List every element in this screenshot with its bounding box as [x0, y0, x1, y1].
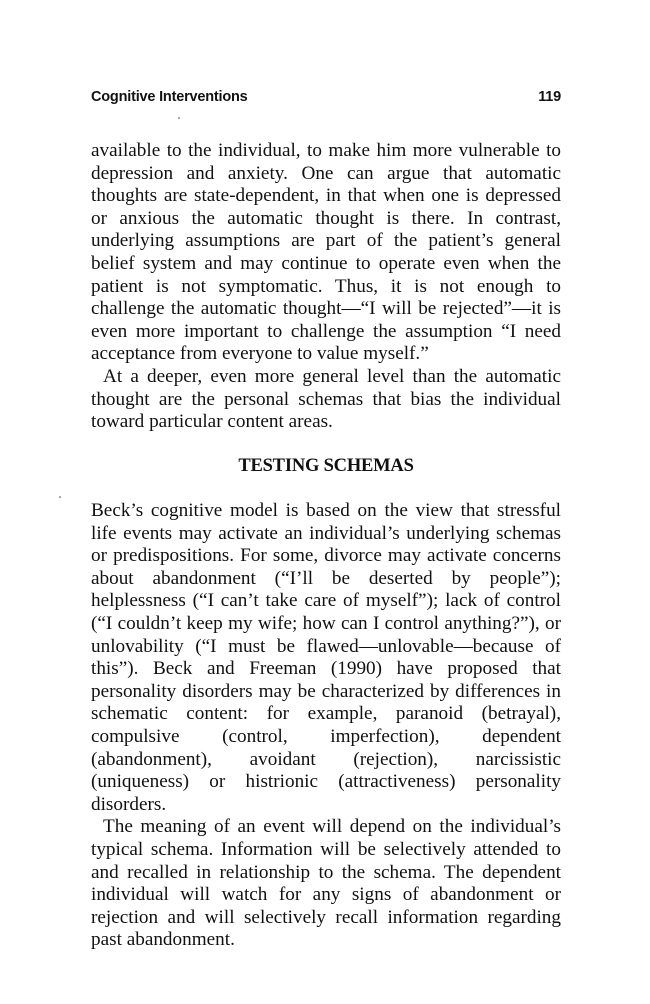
print-speck	[178, 117, 180, 119]
text-block-upper	[91, 140, 561, 434]
paragraph-event-meaning: The meaning of an event will depend on the individual’s typical schema. Information will be selectively attended to and recalled in relationship to the schema. The dependent individual will watch for any signs of abandonment or rejection and will selectively recall information regarding past abandonment.	[91, 816, 561, 951]
paragraph-becks-model: Beck’s cognitive model is based on the view that stressful life events may activate an individual’s underlying schemas or predispositions. For some, divorce may activate concerns about abandonment (“I’ll be deserted by people”); helplessness (“I can’t take care of myself”); lack of control (“I couldn’t keep my wife; how can I control anything?”), or unlovability (“I must be flawed—unlovable—because of this”). Beck and Freeman (1990) have proposed that personality disorders may be characterized by differences in schematic content: for example, paranoid (betrayal), compulsive (control, imperfection), dependent (abandonment), avoidant (rejection), narcissistic (uniqueness) or histrionic (attractiveness) personality disorders.	[91, 500, 561, 815]
running-title: Cognitive Interventions	[91, 89, 248, 105]
print-speck	[59, 496, 61, 498]
running-head	[91, 89, 561, 105]
paragraph-personal-schemas: At a deeper, even more general level than the automatic thought are the personal schemas that bias the individual toward particular content areas.	[91, 365, 561, 433]
text-block-lower	[91, 500, 561, 952]
paragraph-assumptions: available to the individual, to make him more vulnerable to depression and anxiety. One can argue that automatic thoughts are state-dependent, in that when one is depressed or anxious the automatic thought is there. In contrast, underlying assumptions are part of the patient’s general belief system and may continue to operate even when the patient is not symptomatic. Thus, it is not enough to challenge the automatic thought—“I will be rejected”—it is even more important to challenge the assumption “I need acceptance from everyone to value myself.”	[91, 140, 561, 365]
page-number: 119	[538, 89, 561, 105]
section-heading: TESTING SCHEMAS	[238, 456, 414, 476]
